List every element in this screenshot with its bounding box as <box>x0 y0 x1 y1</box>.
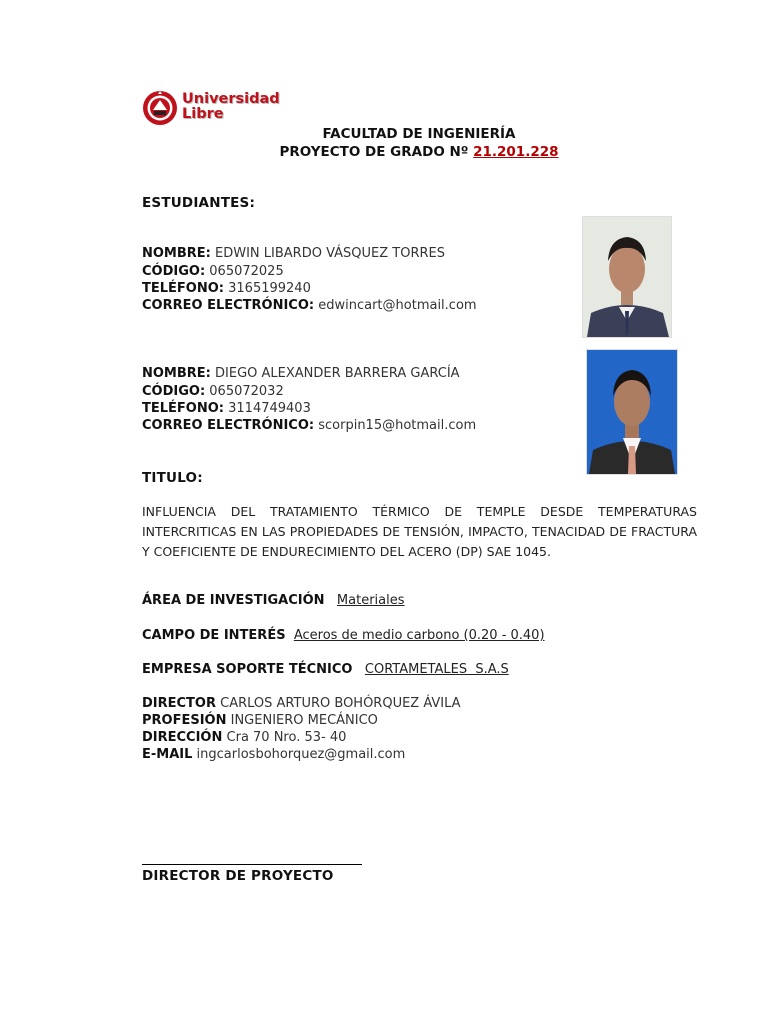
code-label: CÓDIGO: <box>142 264 206 279</box>
university-logo <box>142 90 282 128</box>
title-heading: TITULO: <box>142 470 203 486</box>
signature-line <box>142 864 362 865</box>
profession-line <box>142 713 378 728</box>
director-line <box>142 696 461 711</box>
email-label: CORREO ELECTRÓNICO: <box>142 418 315 433</box>
signature-caption: DIRECTOR DE PROYECTO <box>142 868 334 884</box>
profession-label: PROFESIÓN <box>142 713 227 728</box>
research-area <box>142 593 405 608</box>
student-2-photo <box>586 349 678 475</box>
project-heading <box>0 144 768 160</box>
interest-field <box>142 628 545 643</box>
name-label: NOMBRE: <box>142 366 211 381</box>
student-2-name-value: DIEGO ALEXANDER BARRERA GARCÍA <box>215 366 460 381</box>
director-email-line <box>142 747 405 762</box>
name-label: NOMBRE: <box>142 246 211 261</box>
student-1-code <box>142 264 284 279</box>
student-1-phone <box>142 281 311 296</box>
project-prefix: PROYECTO DE GRADO Nº <box>279 144 474 160</box>
faculty-heading: FACULTAD DE INGENIERÍA <box>322 126 516 142</box>
support-company-label: EMPRESA SOPORTE TÉCNICO <box>142 662 353 677</box>
email-label: CORREO ELECTRÓNICO: <box>142 298 315 313</box>
logo-wordmark <box>182 92 280 122</box>
director-email-label: E-MAIL <box>142 747 193 762</box>
support-company <box>142 662 509 677</box>
director-email-value: ingcarlosbohorquez@gmail.com <box>196 747 406 762</box>
university-seal-icon <box>142 90 178 126</box>
student-1-email-value: edwincart@hotmail.com <box>318 298 477 313</box>
student-1-name <box>142 246 445 261</box>
address-line <box>142 730 346 745</box>
code-label: CÓDIGO: <box>142 384 206 399</box>
student-1-code-value: 065072025 <box>209 264 284 279</box>
student-1-portrait-image <box>583 217 671 337</box>
student-1-phone-value: 3165199240 <box>228 281 311 296</box>
student-1-name-value: EDWIN LIBARDO VÁSQUEZ TORRES <box>215 246 445 261</box>
student-2-email-value: scorpin15@hotmail.com <box>318 418 477 433</box>
student-2-portrait-image <box>587 350 677 474</box>
project-title-text: INFLUENCIA DEL TRATAMIENTO TÉRMICO DE TEMPLE DESDE TEMPERATURAS INTERCRITICAS EN LAS PROPIEDADES DE TENSIÓN, IMPACTO, TENACIDAD DE FRACTURA Y COEFICIENTE DE ENDURECIMIENTO DEL ACERO (DP) SAE 1045. <box>142 504 697 559</box>
phone-label: TELÉFONO: <box>142 401 224 416</box>
profession-value: INGENIERO MECÁNICO <box>230 713 378 728</box>
interest-field-label: CAMPO DE INTERÉS <box>142 628 286 643</box>
director-label: DIRECTOR <box>142 696 216 711</box>
student-2-code-value: 065072032 <box>209 384 284 399</box>
project-number: 21.201.228 <box>473 144 559 160</box>
students-heading: ESTUDIANTES: <box>142 195 256 211</box>
student-1-photo <box>582 216 672 338</box>
student-2-phone-value: 3114749403 <box>228 401 311 416</box>
student-2-email <box>142 418 476 433</box>
research-area-value: Materiales <box>336 593 405 608</box>
logo-line-1: Universidad <box>182 91 280 107</box>
research-area-label: ÁREA DE INVESTIGACIÓN <box>142 593 325 608</box>
phone-label: TELÉFONO: <box>142 281 224 296</box>
student-1-email <box>142 298 477 313</box>
support-company-value: CORTAMETALES S.A.S <box>364 662 509 677</box>
address-value: Cra 70 Nro. 53- 40 <box>226 730 347 745</box>
address-label: DIRECCIÓN <box>142 730 223 745</box>
director-value: CARLOS ARTURO BOHÓRQUEZ ÁVILA <box>220 696 461 711</box>
interest-field-value: Aceros de medio carbono (0.20 - 0.40) <box>293 628 545 643</box>
student-2-code <box>142 384 284 399</box>
student-2-name <box>142 366 460 381</box>
logo-line-2: Libre <box>182 106 224 122</box>
student-2-phone <box>142 401 311 416</box>
